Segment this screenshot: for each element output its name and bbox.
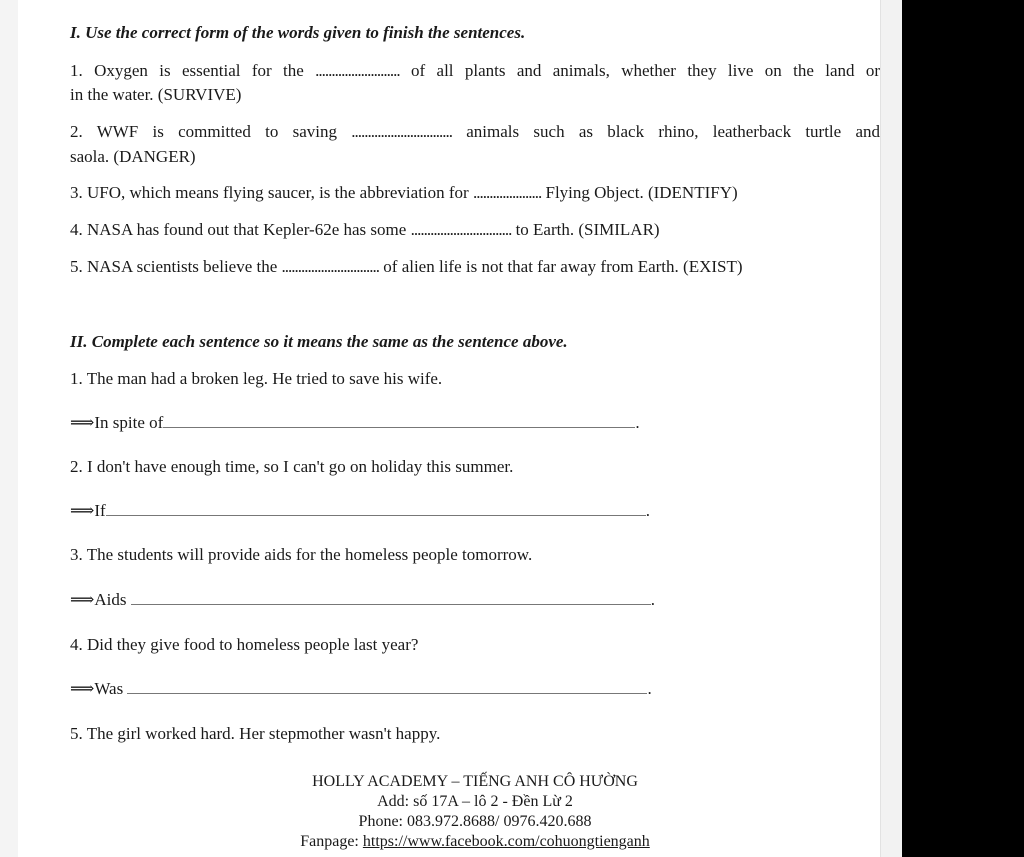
- page-edge-shadow: [880, 0, 903, 857]
- answer-line: [131, 590, 651, 605]
- answer-blank: .....................: [472, 183, 542, 202]
- part1-heading: I. Use the correct form of the words given to finish the sentences.: [70, 23, 526, 42]
- arrow-icon: ⟹: [70, 590, 95, 609]
- exercise2-item-1: 1. The man had a broken leg. He tried to save his wife.: [70, 369, 443, 388]
- answer-blank: ...............................: [410, 220, 512, 239]
- exercise1-item-2: 2. WWF is committed to saving ............................... animals such as black rhino, leatherback turtle and: [70, 122, 881, 141]
- answer-line: [106, 501, 646, 516]
- answer-line: [127, 679, 647, 694]
- footer-phone: Phone: 083.972.8688/ 0976.420.688: [358, 813, 592, 830]
- answer-blank: ..........................: [315, 61, 400, 80]
- fanpage-link[interactable]: https://www.facebook.com/cohuongtienganh: [362, 833, 650, 850]
- exercise1-item-2-cont: saola. (DANGER): [70, 147, 196, 166]
- answer-blank: ...............................: [351, 122, 452, 141]
- footer-fanpage: Fanpage: https://www.facebook.com/cohuongtienganh: [300, 833, 650, 850]
- exercise2-item-4: 4. Did they give food to homeless people last year?: [70, 635, 419, 654]
- exercise1-item-1-cont: in the water. (SURVIVE): [70, 85, 242, 104]
- viewer-background: [902, 0, 1024, 857]
- exercise2-answer-1: ⟹In spite of .: [70, 413, 640, 432]
- exercise2-answer-3: ⟹Aids .: [70, 590, 655, 609]
- exercise1-item-5: 5. NASA scientists believe the .............................. of alien life is not that far away from Earth. (EXIST): [70, 257, 743, 276]
- answer-blank: ..............................: [281, 257, 380, 276]
- exercise2-answer-4: ⟹Was .: [70, 679, 652, 698]
- arrow-icon: ⟹: [70, 413, 95, 432]
- exercise2-item-3: 3. The students will provide aids for the homeless people tomorrow.: [70, 545, 533, 564]
- exercise1-item-4: 4. NASA has found out that Kepler-62e has some ............................... to Earth. (SIMILAR): [70, 220, 660, 239]
- part2-heading: II. Complete each sentence so it means the same as the sentence above.: [70, 332, 568, 351]
- footer-address: Add: số 17A – lô 2 - Đền Lừ 2: [377, 793, 573, 810]
- exercise1-item-1: 1. Oxygen is essential for the .......................... of all plants and animals, whether they live on the land or: [70, 61, 881, 80]
- answer-line: [163, 413, 635, 428]
- exercise2-item-2: 2. I don't have enough time, so I can't go on holiday this summer.: [70, 457, 514, 476]
- left-margin: [0, 0, 18, 857]
- exercise2-item-5: 5. The girl worked hard. Her stepmother wasn't happy.: [70, 724, 441, 743]
- arrow-icon: ⟹: [70, 501, 95, 520]
- exercise1-item-3: 3. UFO, which means flying saucer, is the abbreviation for ..................... Flying Object. (IDENTIFY): [70, 183, 738, 202]
- footer-school-name: HOLLY ACADEMY – TIẾNG ANH CÔ HƯỜNG: [312, 773, 638, 790]
- exercise2-answer-2: ⟹If .: [70, 501, 650, 520]
- arrow-icon: ⟹: [70, 679, 95, 698]
